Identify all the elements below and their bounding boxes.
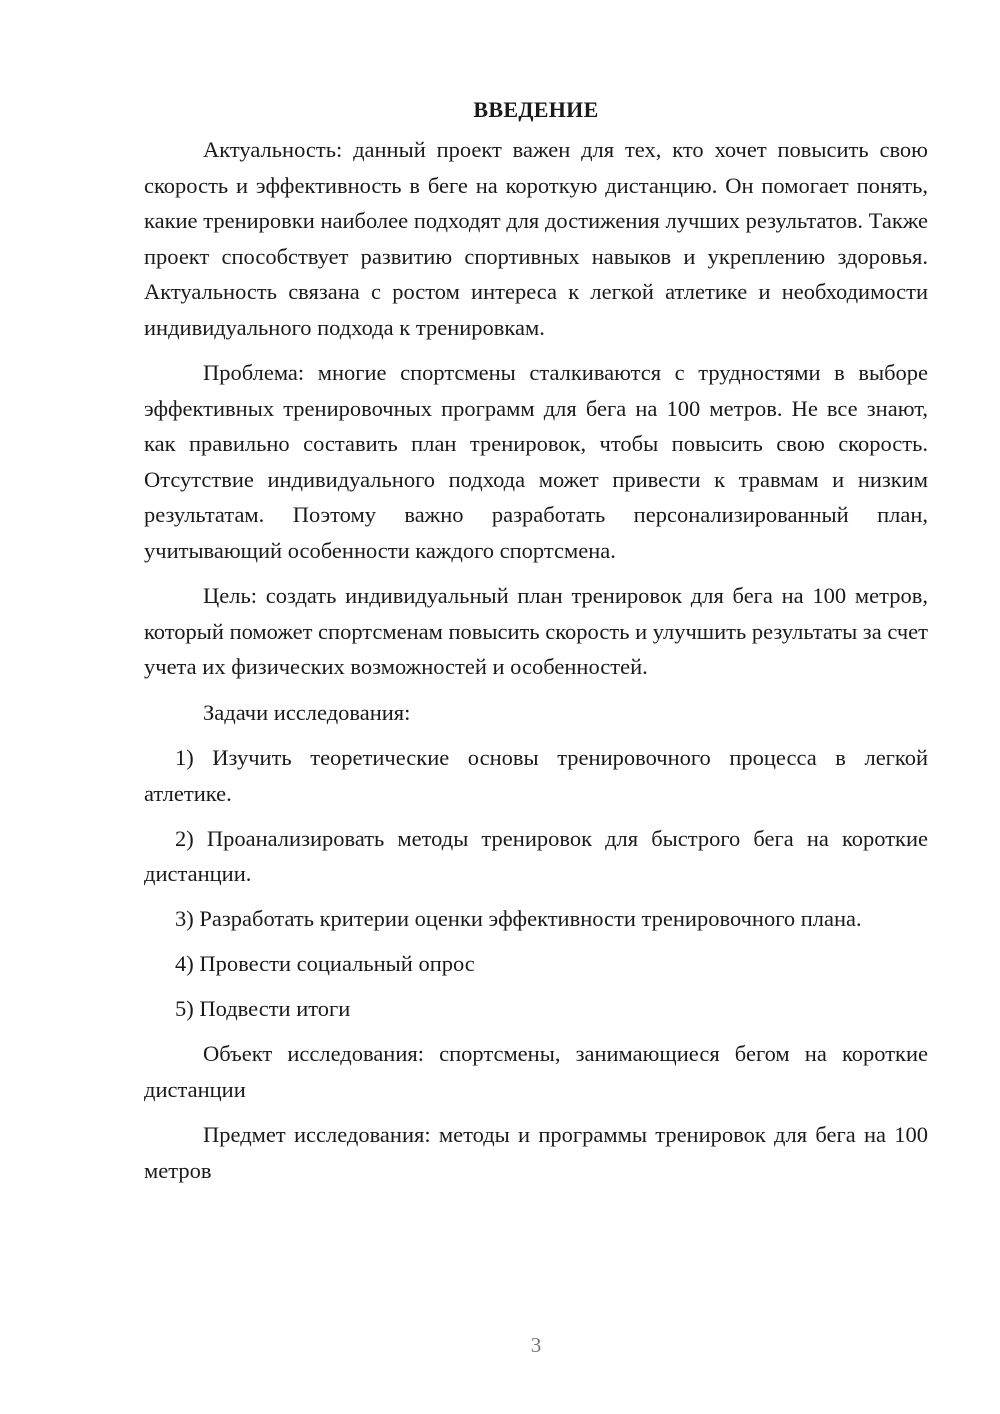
paragraph-relevance: Актуальность: данный проект важен для тех, кто хочет повысить свою скорость и эффективность в беге на короткую дистанцию. Он помогает понять, какие тренировки наиболее подходят для достижения лучших результатов. Также проект способствует развитию спортивных навыков и укреплению здоровья. Актуальность связана с ростом интереса к легкой атлетике и необходимости индивидуального подхода к тренировкам. [144,137,928,340]
paragraph-subject: Предмет исследования: методы и программы тренировок для бега на 100 метров [144,1122,928,1183]
task-item-2: 2) Проанализировать методы тренировок для быстрого бега на короткие дистанции. [144,825,928,886]
tasks-heading: Задачи исследования: [203,699,411,725]
task-item-1: 1) Изучить теоретические основы тренировочного процесса в легкой атлетике. [144,745,928,806]
task-item-5: 5) Подвести итоги [175,996,351,1021]
page-content [144,92,928,1198]
section-title: ВВЕДЕНИЕ [473,97,599,122]
paragraph-object: Объект исследования: спортсмены, занимающиеся бегом на короткие дистанции [144,1041,928,1102]
paragraph-goal: Цель: создать индивидуальный план тренировок для бега на 100 метров, который поможет спортсменам повысить скорость и улучшить результаты за счет учета их физических возможностей и особенностей. [144,583,928,679]
task-item-3: 3) Разработать критерии оценки эффективности тренировочного плана. [175,906,862,931]
page-number: 3 [530,1333,542,1357]
paragraph-problem: Проблема: многие спортсмены сталкиваются с трудностями в выборе эффективных тренировочных программ для бега на 100 метров. Не все знают, как правильно составить план тренировок, чтобы повысить свою скорость. Отсутствие индивидуального подхода может привести к травмам и низким результатам. Поэтому важно разработать персонализированный план, учитывающий особенности каждого спортсмена. [144,360,928,563]
task-item-4: 4) Провести социальный опрос [175,951,475,976]
